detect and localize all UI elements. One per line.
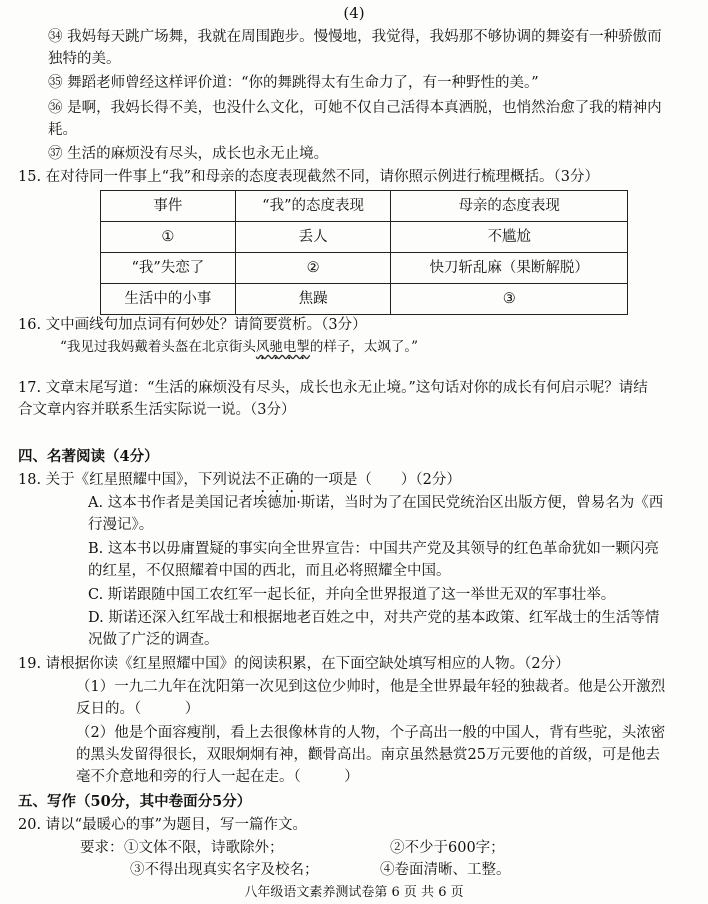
table-row <box>101 253 628 284</box>
question-18-marked-word: 不正确 <box>255 472 300 488</box>
table-cell: 丢人 <box>235 222 391 253</box>
table-header-cell: “我”的态度表现 <box>235 191 391 222</box>
question-19-item-1: （1）一九二九年在沈阳第一次见到这位少帅时，他是全世界最年轻的独裁者。他是公开激烈反日的。（ ） <box>76 679 666 717</box>
section-4-title: 四、名著阅读（4分） <box>18 448 159 465</box>
requirement-3: ③不得出现真实名字及校名； <box>130 862 319 878</box>
passage-paragraph-36: ㊱ 是啊，我妈长得不美，也没什么文化，可她不仅自己活得本真洒脱，也悄然治愈了我的精神内耗。 <box>48 100 662 138</box>
section-5-title: 五、写作（50分，其中卷面分5分） <box>18 793 252 810</box>
question-18-text: 的一项是（ ）（2分） <box>299 472 461 488</box>
option-a: A. 这本书作者是美国记者埃德加·斯诺，当时为了在国民党统治区出版方便，曾易名为《西行漫记》。 <box>88 495 664 533</box>
table-cell: ② <box>235 253 391 284</box>
requirement-1: ①文体不限，诗歌除外； <box>124 840 284 856</box>
passage-paragraph-35: ㉟ 舞蹈老师曾经这样评价道：“你的舞跳得太有生命力了，有一种野性的美。” <box>48 75 539 91</box>
question-15: 15. 在对待同一件事上“我”和母亲的态度表现截然不同，请你照示例进行梳理概括。（3分） <box>18 169 599 185</box>
table-row <box>101 222 628 253</box>
table-cell: ③ <box>391 284 628 315</box>
table-header-row <box>101 191 628 222</box>
table-cell: ① <box>101 222 236 253</box>
table-row <box>101 284 628 315</box>
question-17: 17. 文章末尾写道：“生活的麻烦没有尽头，成长也永无止境。”这句话对你的成长有何启示呢？请结合文章内容并联系生活实际说一说。（3分） <box>18 380 648 418</box>
quote-text: 的样子，太飒了。” <box>309 339 419 355</box>
quote-marked-word: 风驰电掣 <box>255 339 310 355</box>
page-marker: (4) <box>343 4 365 22</box>
question-20: 20. 请以“最暖心的事”为题目，写一篇作文。 <box>18 817 307 833</box>
question-16-quote <box>60 336 668 363</box>
attitude-table <box>100 190 628 315</box>
option-c: C. 斯诺跟随中国工农红军一起长征，并向全世界报道了这一举世无双的军事壮举。 <box>88 587 616 603</box>
passage-paragraph-37: ㊲ 生活的麻烦没有尽头，成长也永无止境。 <box>48 146 329 162</box>
question-18-text: 18. 关于《红星照耀中国》，下列说法 <box>18 472 256 488</box>
requirement-4: ④卷面清晰、工整。 <box>380 862 511 878</box>
table-cell: 焦躁 <box>235 284 391 315</box>
table-header-cell: 事件 <box>101 191 236 222</box>
question-19: 19. 请根据你读《红星照耀中国》的阅读积累，在下面空缺处填写相应的人物。（2分） <box>18 656 570 672</box>
passage-paragraph-34: ㉞ 我妈每天跳广场舞，我就在周围跑步。慢慢地，我觉得，我妈那不够协调的舞姿有一种骄傲而独特的美。 <box>48 29 662 67</box>
table-cell: 不尴尬 <box>391 222 628 253</box>
table-cell: 生活中的小事 <box>101 284 236 315</box>
option-b: B. 这本书以毋庸置疑的事实向全世界宣告：中国共产党及其领导的红色革命犹如一颗闪亮的红星，不仅照耀着中国的西北，而且必将照耀全中国。 <box>88 541 659 579</box>
requirement-2: ②不少于600字； <box>390 840 505 856</box>
question-19-item-2: （2）他是个面容瘦削，看上去很像林肯的人物，个子高出一般的中国人，背有些驼，头浓密的黑头发留得很长，双眼炯炯有神，颧骨高出。南京虽然悬赏25万元要他的首级，可是他去毫不介意地和旁的行人一起在走。（ ） <box>76 725 666 785</box>
table-cell: 快刀斩乱麻（果断解脱） <box>391 253 628 284</box>
quote-text: “我见过我妈戴着头盔在北京街头 <box>60 339 256 355</box>
option-d: D. 斯诺还深入红军战士和根据地老百姓之中，对共产党的基本政策、红军战士的生活等情况做了广泛的调查。 <box>88 610 660 648</box>
question-16: 16. 文中画线句加点词有何妙处？请简要赏析。（3分） <box>18 317 367 333</box>
table-header-cell: 母亲的态度表现 <box>391 191 628 222</box>
requirements-label: 要求： <box>80 840 124 856</box>
table-cell: “我”失恋了 <box>101 253 236 284</box>
page-footer: 八年级语文素养测试卷第 6 页 共 6 页 <box>244 885 464 900</box>
